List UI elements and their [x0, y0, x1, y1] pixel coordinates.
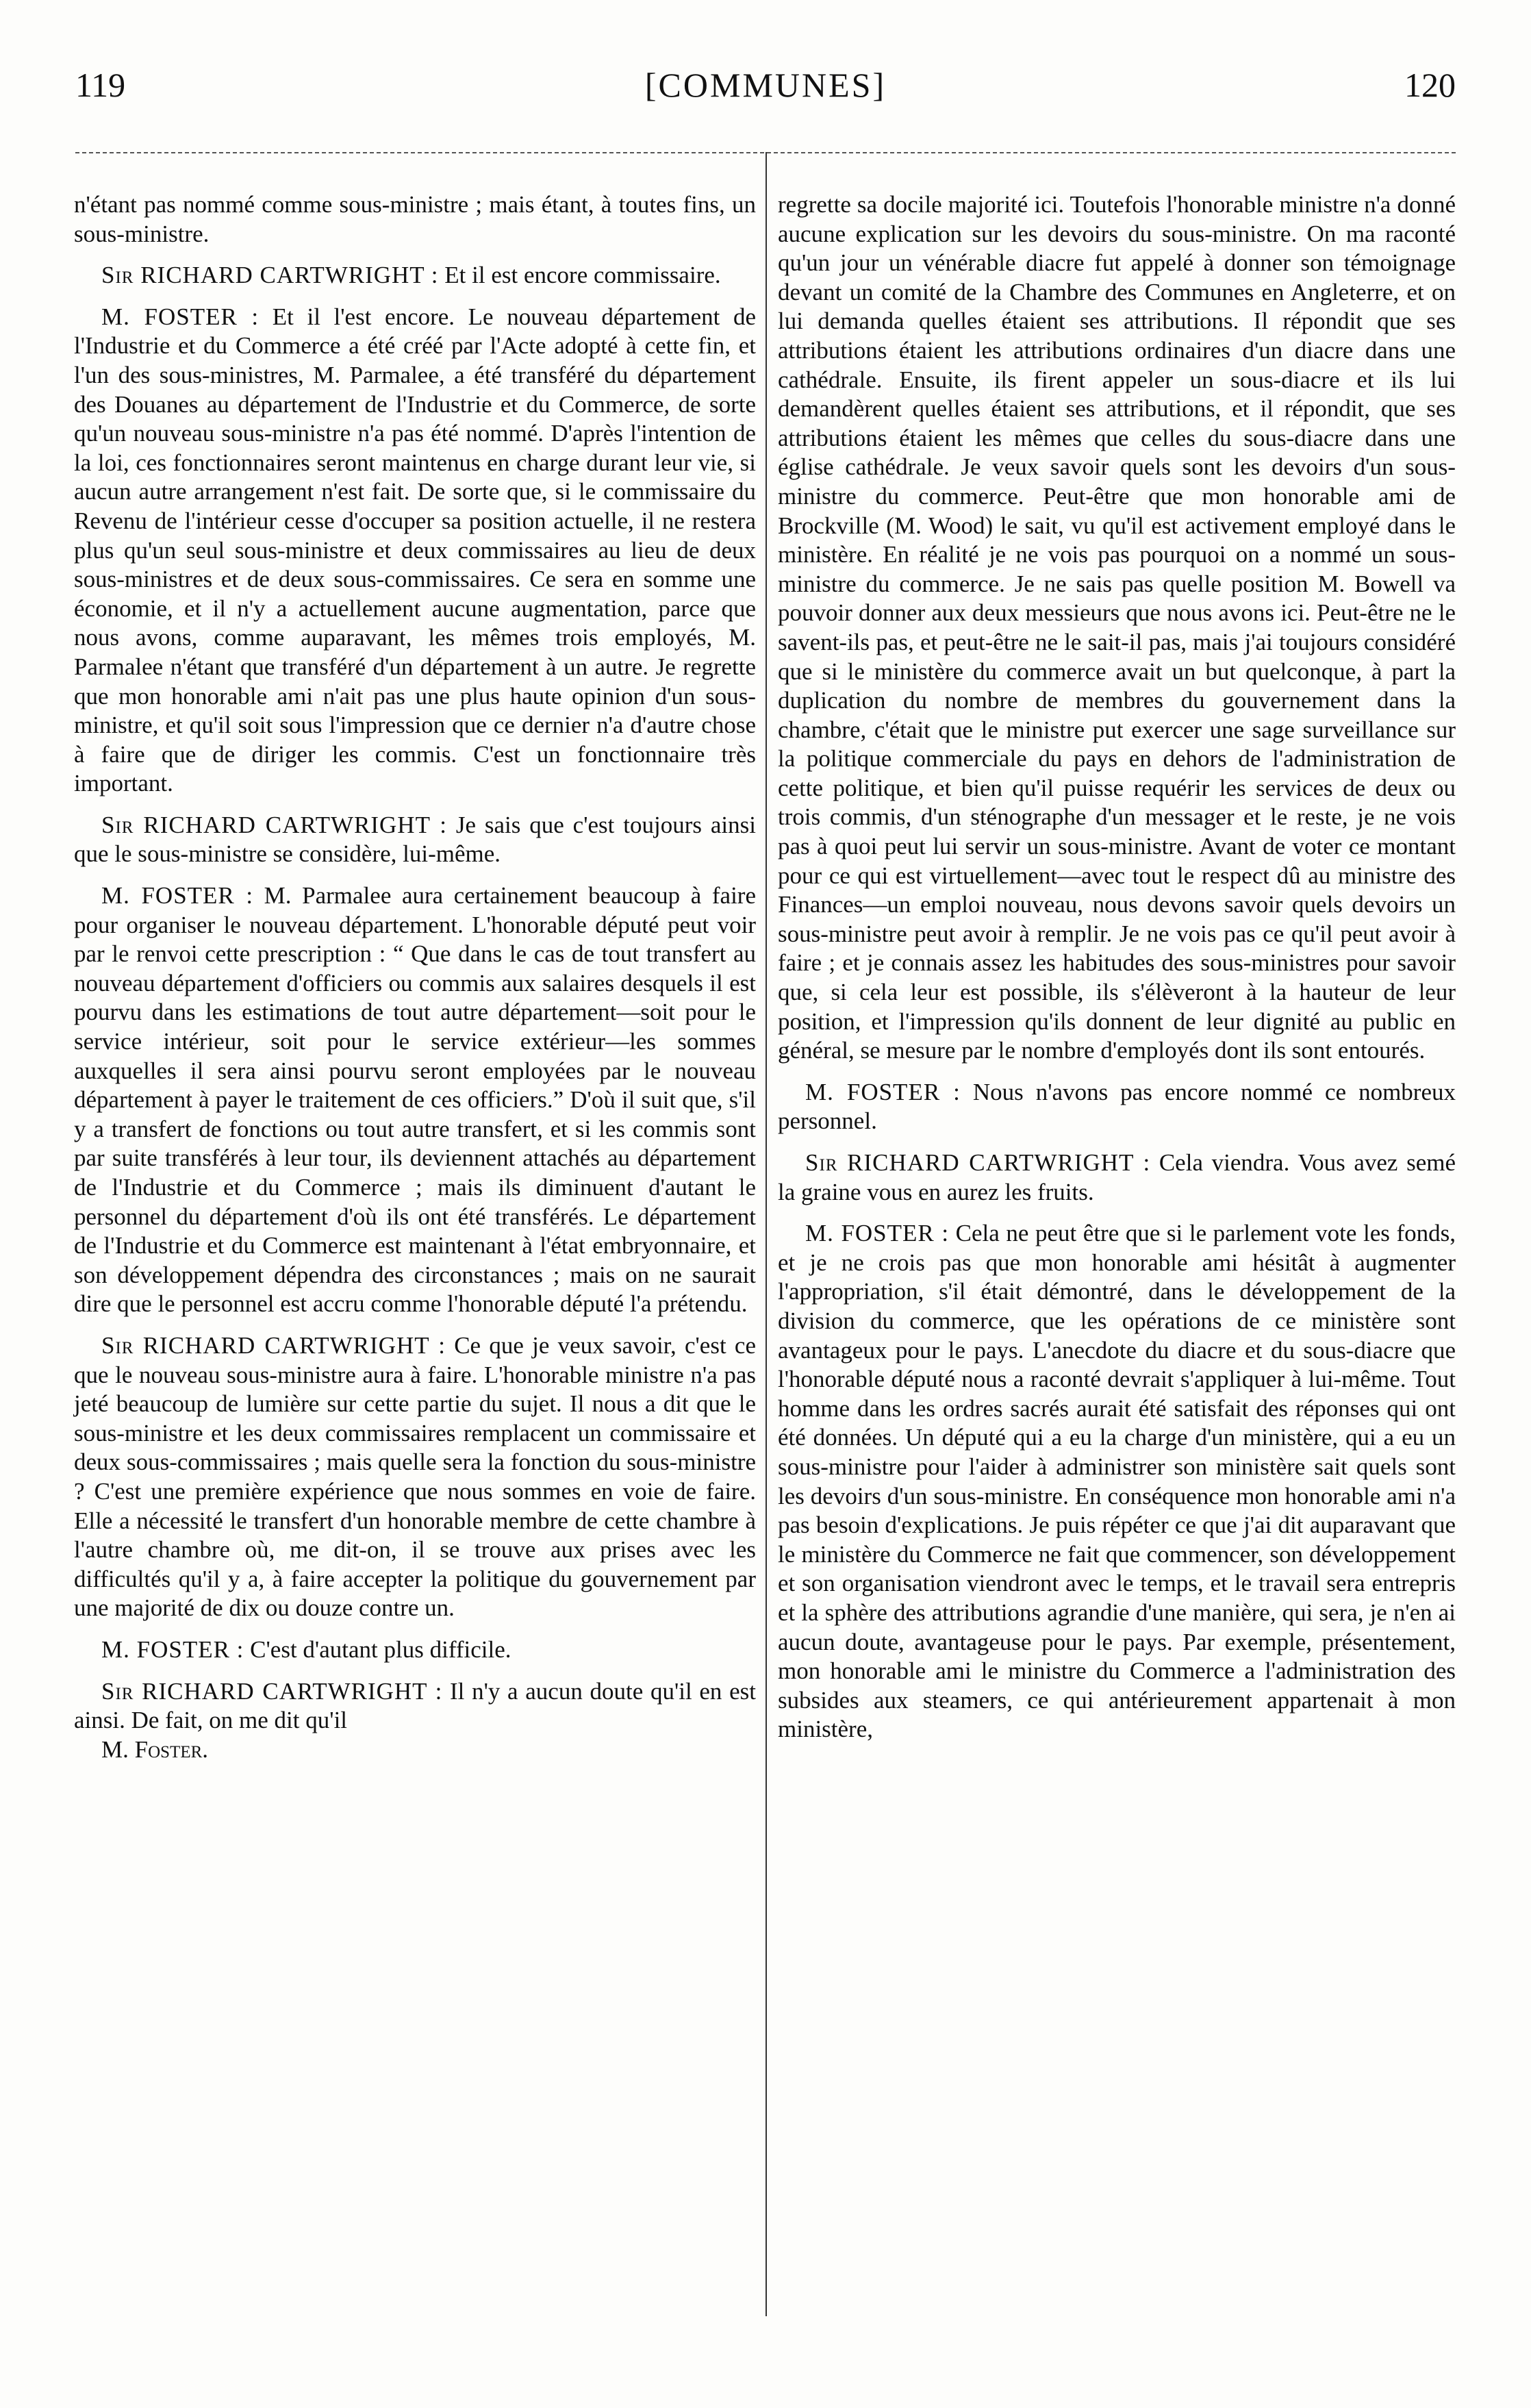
speech-text: Nous n'avons pas encore nommé ce nombreux personnel.: [778, 1078, 1456, 1135]
speech-text: C'est d'autant plus difficile.: [244, 1635, 511, 1663]
page-header: [75, 65, 1456, 113]
speech-text: Ce que je veux savoir, c'est ce que le nouveau sous-ministre aura à faire. L'honorable ministre n'a pas jeté beaucoup de lumière sur cette partie du sujet. Il nous a dit que le sous-ministre et les deux commissaires remplacent un commissaire et deux sous-commissaires ; mais quelle sera la fonction du sous-ministre ? C'est une première expérience que nous sommes en voie de faire. Elle a nécessité le transfert d'un honorable membre de cette chambre à l'autre chambre où, me dit-on, il se trouve aux prises avec les difficultés qu'il y a, à faire accepter la politique du gouvernement par une majorité de dix ou douze contre un.: [74, 1331, 756, 1622]
paragraph: n'étant pas nommé comme sous-ministre ; mais étant, à toutes fins, un sous-ministre.: [74, 191, 756, 247]
page-signature: M. Foster.: [101, 1735, 209, 1763]
speaker-name: M. FOSTER :: [101, 1635, 244, 1663]
left-column: [74, 190, 756, 1777]
column-divider: [766, 152, 767, 2316]
paragraph: [778, 1149, 1456, 1207]
speech-text: Il n'y a aucun doute qu'il en est ainsi. De fait, on me dit qu'il: [74, 1677, 756, 1734]
speaker-name: M. FOSTER :: [805, 1078, 961, 1105]
speech-text: Et il est encore commissaire.: [438, 262, 721, 289]
speaker-name: M. FOSTER :: [805, 1220, 950, 1247]
paragraph: [74, 881, 756, 1319]
paragraph: [74, 811, 756, 869]
paragraph: [74, 1331, 756, 1623]
paragraph: [778, 1078, 1456, 1136]
paragraph: [74, 261, 756, 290]
page-number-right: 120: [1404, 66, 1456, 104]
speaker-name: Sir RICHARD CARTWRIGHT :: [101, 262, 439, 289]
speaker-name: Sir RICHARD CARTWRIGHT :: [101, 811, 447, 838]
paragraph: regrette sa docile majorité ici. Toutefois l'honorable ministre n'a donné aucune explication sur les devoirs du sous-ministre. On ma raconté qu'un jour un vénérable diacre fut appelé à donner son témoignage devant un comité de la Chambre des Communes en Angleterre, et on lui demanda quelles étaient ses attributions. Il répondit que ses attributions étaient les attributions ordinaires d'un diacre dans une cathédrale. Ensuite, ils firent appeler un sous-diacre et ils lui demandèrent quelles étaient ses attributions, et il répondit, que ses attributions étaient les mêmes que celles du sous-diacre dans une église cathédrale. Je veux savoir quels sont les devoirs d'un sous-ministre du commerce. Peut-être que mon honorable ami de Brockville (M. Wood) le sait, vu qu'il est activement employé dans le ministère. En réalité je ne vois pas pourquoi on a nommé un sous-ministre du commerce. Je ne sais pas quelle position M. Bowell va pouvoir donner aux deux messieurs que nous avons ici. Peut-être ne le savent-ils pas, et peut-être ne le sait-il pas, mais j'ai toujours considéré que si le ministère du commerce avait un but quelconque, à part la duplication du nombre de membres du gouvernement dans la chambre, c'était que le ministre put exercer une sage surveillance sur la politique commerciale du pays en dehors de l'administration de cette politique, et bien qu'il puisse requérir les services de deux ou trois commis, d'un sténographe d'un messager et le reste, je ne vois pas à quoi peut lui servir un sous-ministre. Avant de voter ce montant pour ce qui est virtuellement—avec tout le respect dû au ministre des Finances—un emploi nouveau, nous devons savoir quels devoirs un sous-ministre peut avoir à remplir. Je ne vois pas ce qu'il peut avoir à faire ; et je connais assez les habitudes des sous-ministres pour savoir que, si cela leur est possible, ils s'élèveront à la hauteur de leur position, et l'impression qu'ils donnent de leur dignité au public en général, se mesure par le nombre d'employés dont ils sont entourés.: [778, 191, 1456, 1064]
speech-text: M. Parmalee aura certainement beaucoup à faire pour organiser le nouveau département. L'honorable député peut voir par le renvoi cette prescription : “ Que dans le cas de tout transfert au nouveau département d'officiers ou commis aux salaires desquels il est pourvu dans les estimations de tout autre département—soit pour le service intérieur, soit pour le service extérieur—les sommes auxquelles il sera ainsi pourvu seront employées par le nouveau département à payer le traitement de ces officiers.” D'où il suit que, s'il y a transfert de fonctions ou tout autre transfert, et si les commis sont par suite transférés à leur tour, ils deviennent attachés au département de l'Industrie et du Commerce ; mais ils diminuent d'autant le personnel du département d'où ils ont été transférés. Le département de l'Industrie et du Commerce est maintenant à l'état embryonnaire, et son développement dépendra des circonstances ; mais on ne saurait dire que le personnel est accru comme l'honorable député l'a prétendu.: [74, 882, 756, 1318]
paragraph: [74, 1635, 756, 1665]
speaker-name: Sir RICHARD CARTWRIGHT :: [101, 1677, 443, 1705]
speech-text: Je sais que c'est toujours ainsi que le sous-ministre se considère, lui-même.: [74, 811, 756, 868]
speaker-name: Sir RICHARD CARTWRIGHT :: [805, 1149, 1151, 1176]
speaker-name: M. FOSTER :: [101, 303, 260, 330]
paragraph: [74, 1677, 756, 1735]
speech-text: Cela ne peut être que si le parlement vote les fonds, et je ne crois pas que mon honorable ami hésitât à augmenter l'appropriation, s'il était démontré, dans le développement de la division du commerce, que les opérations de ce ministère sont avantageux pour le pays. L'anecdote du diacre et du sous-diacre que l'honorable député nous a raconté devrait s'appliquer à lui-même. Tout homme dans les ordres sacrés aurait été satisfait des réponses qui ont été données. Un député qui a eu la charge d'un ministère, qui a eu un sous-ministre pour l'aider à administrer son ministère sait quels sont les devoirs d'un sous-ministre. En conséquence mon honorable ami n'a pas besoin d'explications. Je puis répéter ce que j'ai dit auparavant que le ministère du Commerce ne fait que commencer, son développement et son organisation viendront avec le temps, et le travail sera entrepris et la sphère des attributions agrandie d'une manière, qui sera, je n'en ai aucun doute, avantageuse pour le pays. Par exemple, présentement, mon honorable ami le ministre du Commerce a l'administration des subsides aux steamers, ce qui antérieurement appartenait à mon ministère,: [778, 1220, 1456, 1743]
right-column: [778, 190, 1456, 1757]
running-title: [COMMUNES]: [644, 66, 887, 104]
speaker-name: Sir RICHARD CARTWRIGHT :: [101, 1331, 446, 1359]
speech-text: Cela viendra. Vous avez semé la graine vous en aurez les fruits.: [778, 1149, 1456, 1205]
speaker-name: M. FOSTER :: [101, 882, 254, 910]
paragraph: [778, 1219, 1456, 1744]
speech-text: Et il l'est encore. Le nouveau département de l'Industrie et du Commerce a été créé par l'Acte adopté à cette fin, et l'un des sous-ministres, M. Parmalee, a été transféré du département des Douanes au département de l'Industrie et du Commerce, de sorte qu'un nouveau sous-ministre n'a pas été nommé. D'après l'intention de la loi, ces fonctionnaires seront maintenus en charge durant leur vie, si aucun autre arrangement n'est fait. De sorte que, si le commissaire du Revenu de l'intérieur cesse d'occuper sa position actuelle, il ne restera plus qu'un seul sous-ministre et deux commissaires au lieu de deux sous-ministres et de deux sous-commissaires. Ce sera en somme une économie, et il n'y a actuellement aucune augmentation, parce que nous avons, comme auparavant, les mêmes trois employés, M. Parmalee n'étant que transféré d'un département à un autre. Je regrette que mon honorable ami n'ait pas une plus haute opinion d'un sous-ministre, et qu'il soit sous l'impression que ce dernier n'a d'autre chose à faire que de diriger les commis. C'est un fonctionnaire très important.: [74, 303, 756, 797]
page-number-left: 119: [75, 66, 126, 104]
paragraph: [74, 303, 756, 799]
